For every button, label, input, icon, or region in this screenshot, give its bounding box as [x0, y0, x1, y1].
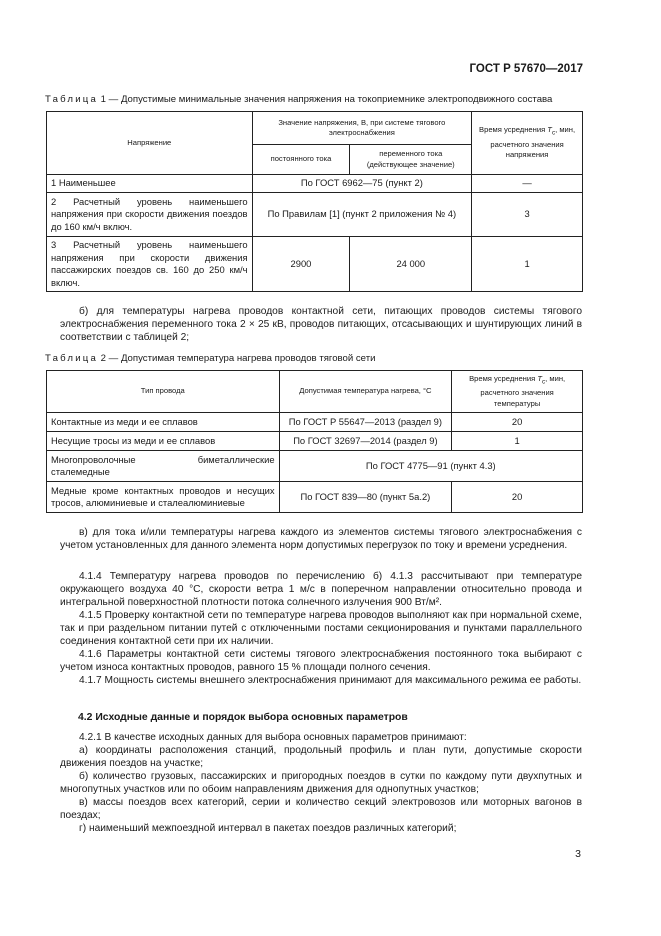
- table2-caption: [45, 353, 375, 364]
- t1-row3-name: 3 Расчетный уровень наименьшего напряжения при скорости движения пассажирских поездов св. 160 до 250 км/ч включ.: [47, 237, 253, 292]
- table-row: [47, 175, 583, 193]
- section-heading-4-2: 4.2 Исходные данные и порядок выбора основных параметров: [78, 712, 408, 723]
- paragraph-v: в) для тока и/или температуры нагрева каждого из элементов системы тягового электроснабжения с учетом установленных для данного элемента норм допустимых перегрузок по току и времени усреднения.: [60, 527, 582, 551]
- table2-caption-text: 2 — Допустимая температура нагрева проводов тяговой сети: [98, 353, 376, 364]
- table1: [46, 111, 583, 292]
- paragraph-a: а) координаты расположения станций, продольный профиль и план пути, допустимые скорости движения поездов на участке;: [60, 745, 582, 769]
- t1-row2-time: 3: [472, 193, 583, 237]
- paragraph-v2: в) массы поездов всех категорий, серии и количество секций электровозов или моторных вагонов в поездах;: [60, 797, 582, 821]
- document-code: ГОСТ Р 57670—2017: [469, 63, 583, 75]
- paragraph-b: б) для температуры нагрева проводов контактной сети, питающих проводов системы тягового электроснабжения переменного тока 2 × 25 кВ, проводов питающих, отсасывающих и шунтирующих линий в соответствии с таблицей 2;: [60, 306, 582, 343]
- paragraph-4-1-4: 4.1.4 Температуру нагрева проводов по перечислению б) 4.1.3 рассчитывают при температуре окружающего воздуха 40 °С, скорости ветра 1 м/с в поперечном направлении относительно провода и интегральной поверхностной плотности потока солнечного излучения 900 Вт/м².: [60, 571, 582, 608]
- t2-row4-name: Медные кроме контактных проводов и несущих тросов, алюминиевые и сталеалюминиевые: [47, 482, 280, 513]
- t2-row4-time: 20: [452, 482, 583, 513]
- t1-head-voltage: Напряжение: [47, 112, 253, 175]
- t2-row3-merged: По ГОСТ 4775—91 (пункт 4.3): [279, 451, 582, 482]
- t2-row1-name: Контактные из меди и ее сплавов: [47, 413, 280, 432]
- paragraph-b2: б) количество грузовых, пассажирских и пригородных поездов в сутки по каждому пути двухпутных и многопутных участков или по обоим направлениям движения для однопутных участков;: [60, 771, 582, 795]
- t2-head-wire-type: Тип провода: [47, 371, 280, 413]
- table-row: [47, 451, 583, 482]
- t1-row1-merged: По ГОСТ 6962—75 (пункт 2): [252, 175, 472, 193]
- t2-head-avg-time: Время усреднения $Т_с$, мин, расчетного значения температуры: [452, 371, 583, 413]
- t1-head-value-group: Значение напряжения, В, при системе тягового электроснабжения: [252, 112, 472, 145]
- table-row: [47, 482, 583, 513]
- table2-caption-word: Таблица: [45, 353, 99, 364]
- t1-head-avg-time: Время усреднения $Т_c$, мин, расчетного значения напряжения: [472, 112, 583, 175]
- t2-row1-temp: По ГОСТ Р 55647—2013 (раздел 9): [279, 413, 452, 432]
- paragraph-4-1-7: 4.1.7 Мощность системы внешнего электроснабжения принимают для максимального режима ее работы.: [79, 675, 582, 686]
- table1-caption-text: 1 — Допустимые минимальные значения напряжения на токоприемнике электроподвижного состава: [98, 94, 553, 105]
- t2-row4-temp: По ГОСТ 839—80 (пункт 5а.2): [279, 482, 452, 513]
- t1-row1-name: 1 Наименьшее: [47, 175, 253, 193]
- t1-row3-ac: 24 000: [350, 237, 472, 292]
- t1-row2-name: 2 Расчетный уровень наименьшего напряжения при скорости движения поездов до 160 км/ч включ.: [47, 193, 253, 237]
- table-row: [47, 413, 583, 432]
- table-row: [47, 432, 583, 451]
- t2-row2-time: 1: [452, 432, 583, 451]
- paragraph-4-2-1: 4.2.1 В качестве исходных данных для выбора основных параметров принимают:: [79, 732, 467, 743]
- page-number: 3: [575, 848, 581, 860]
- paragraph-g: г) наименьший межпоездной интервал в пакетах поездов различных категорий;: [79, 823, 457, 834]
- t2-head-temp: Допустимая температура нагрева, °С: [279, 371, 452, 413]
- t2-row2-name: Несущие тросы из меди и ее сплавов: [47, 432, 280, 451]
- paragraph-4-1-6: 4.1.6 Параметры контактной сети системы тягового электроснабжения постоянного тока выбирают с учетом износа контактных проводов, равного 15 % площади полного сечения.: [60, 649, 582, 673]
- paragraph-4-1-5: 4.1.5 Проверку контактной сети по температуре нагрева проводов выполняют как при нормальной схеме, так и при раздельном питании путей с отключенными постами секционирования и пунктами параллельного соединения контактной сети при их наличии.: [60, 610, 582, 647]
- table-row: [47, 237, 583, 292]
- t1-row2-merged: По Правилам [1] (пункт 2 приложения № 4): [252, 193, 472, 237]
- t1-row3-dc: 2900: [252, 237, 350, 292]
- t1-head-ac: переменного тока (действующее значение): [350, 145, 472, 175]
- t2-row3-name: Многопроволочные биметаллические сталемедные: [47, 451, 280, 482]
- table1-caption-word: Таблица: [45, 94, 99, 105]
- t1-row1-time: —: [472, 175, 583, 193]
- table2: [46, 370, 583, 513]
- table1-caption: [45, 94, 552, 105]
- t2-row2-temp: По ГОСТ 32697—2014 (раздел 9): [279, 432, 452, 451]
- t1-head-dc: постоянного тока: [252, 145, 350, 175]
- t1-row3-time: 1: [472, 237, 583, 292]
- table-row: [47, 193, 583, 237]
- t2-row1-time: 20: [452, 413, 583, 432]
